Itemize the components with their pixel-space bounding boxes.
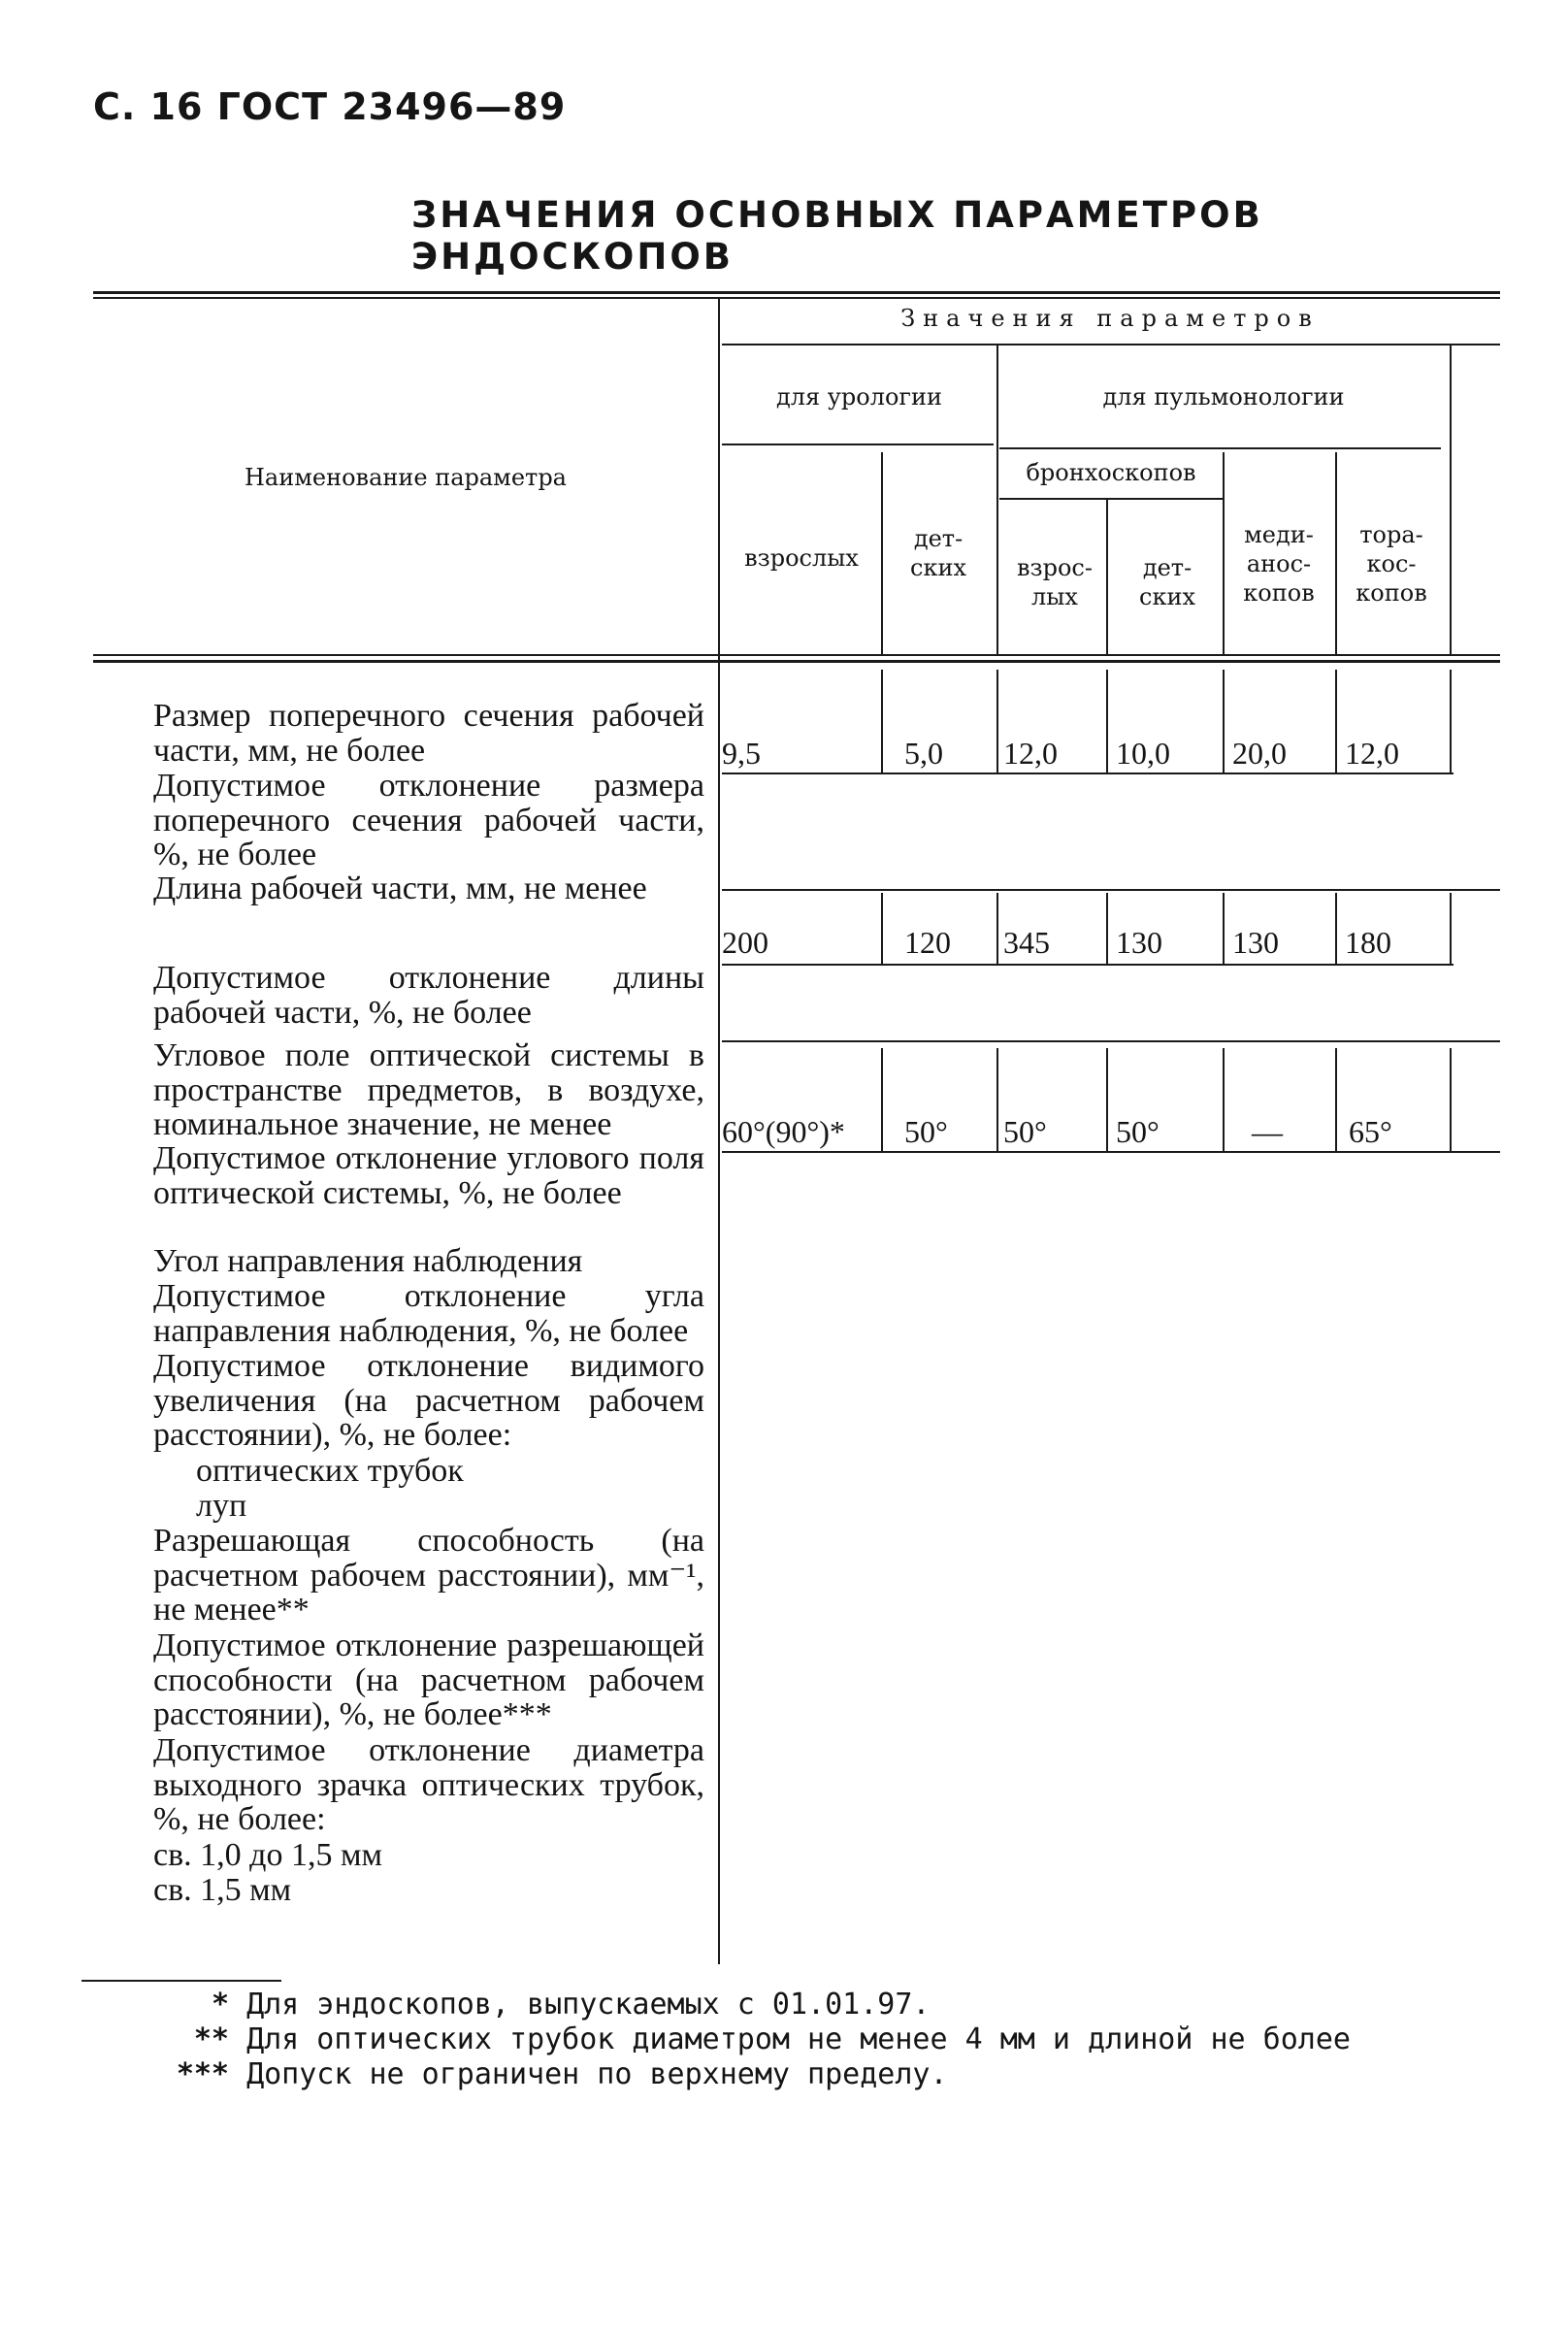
table-cell: 130 xyxy=(1232,925,1279,960)
footnote xyxy=(155,2022,1351,2057)
table-cell: 50° xyxy=(1003,1114,1047,1149)
table-cell: 12,0 xyxy=(1003,736,1058,771)
values-header: Значения параметров xyxy=(900,305,1320,332)
table-cell: 50° xyxy=(1116,1114,1160,1149)
footnote-text: Допуск не ограничен по верхнему пределу. xyxy=(246,2057,948,2091)
column-header-uro-child: дет-ских xyxy=(910,525,966,581)
table-cell: 345 xyxy=(1003,925,1050,960)
page-title: ЗНАЧЕНИЯ ОСНОВНЫХ ПАРАМЕТРОВ ЭНДОСКОПОВ xyxy=(411,194,1263,278)
row-label-over-1-5-mm: св. 1,5 мм xyxy=(153,1872,292,1908)
table-cell: 130 xyxy=(1116,925,1162,960)
row-label-loupes: луп xyxy=(196,1488,247,1524)
table-cell: 9,5 xyxy=(722,736,761,771)
footnote xyxy=(155,2057,1351,2092)
table-cell: 200 xyxy=(722,925,768,960)
column-header-thoracoscopes: тора-кос-копов xyxy=(1356,521,1427,607)
table-cell: 10,0 xyxy=(1116,736,1170,771)
row-label-working-length: Длина рабочей части, мм, не менее xyxy=(153,871,647,906)
row-label-view-direction: Угол направления наблюдения xyxy=(153,1243,583,1279)
table-cell: 65° xyxy=(1349,1114,1392,1149)
row-label-working-length-deviation: Допустимое отклонение длины рабочей части, %, не более xyxy=(153,960,704,1031)
row-label-magnification-deviation: Допустимое отклонение видимого увеличения (на расчетном рабочем расстоянии), %, не более: xyxy=(153,1348,704,1454)
footnote xyxy=(155,1988,1351,2022)
pulmonology-header: для пульмонологии xyxy=(1102,383,1345,411)
param-name-header: Наименование параметра xyxy=(245,464,567,491)
row-label-angular-field: Угловое поле оптической системы в пространстве предметов, в воздухе, номинальное значение, не менее xyxy=(153,1037,704,1143)
footnote-mark: ** xyxy=(193,2022,229,2056)
table-cell: 12,0 xyxy=(1345,736,1399,771)
row-labels xyxy=(118,699,704,1908)
table-cell: 120 xyxy=(904,925,951,960)
row-label-cross-section-size: Размер поперечного сечения рабочей части, мм, не более xyxy=(153,698,704,769)
table-cell: 50° xyxy=(904,1114,948,1149)
table-cell: 20,0 xyxy=(1232,736,1287,771)
column-header-uro-adult: взрослых xyxy=(744,544,859,572)
footnote-mark: * xyxy=(211,1988,229,2022)
row-label-optical-tubes: оптических трубок xyxy=(196,1453,464,1489)
column-header-mediastinoscopes: меди-анос-копов xyxy=(1243,521,1315,607)
row-label-exit-pupil-deviation: Допустимое отклонение диаметра выходного зрачка оптических трубок, %, не более: xyxy=(153,1732,704,1838)
table-cell: — xyxy=(1252,1114,1283,1149)
bronchoscopes-header: бронхоскопов xyxy=(1026,459,1196,486)
urology-header: для урологии xyxy=(776,383,942,411)
column-header-bronch-adult: взрос-лых xyxy=(1017,554,1093,610)
footnote-text: Для эндоскопов, выпускаемых с 01.01.97. xyxy=(246,1988,931,2022)
row-label-resolution: Разрешающая способность (на расчетном рабочем расстоянии), мм⁻¹, не менее** xyxy=(153,1523,704,1628)
footnote-text: Для оптических трубок диаметром не менее 4 мм и длиной не более xyxy=(246,2022,1351,2056)
table-cell: 60°(90°)* xyxy=(722,1114,845,1149)
row-label-angular-field-deviation: Допустимое отклонение углового поля оптической системы, %, не более xyxy=(153,1140,704,1211)
footnote-mark: *** xyxy=(176,2057,229,2091)
row-label-cross-section-deviation: Допустимое отклонение размера поперечного сечения рабочей части, %, не более xyxy=(153,768,704,873)
column-header-bronch-child: дет-ских xyxy=(1139,554,1195,610)
footnotes xyxy=(155,1988,1351,2092)
row-label-resolution-deviation: Допустимое отклонение разрешающей способности (на расчетном рабочем расстоянии), %, не более*** xyxy=(153,1627,704,1733)
table-cell: 180 xyxy=(1345,925,1391,960)
page-header: С. 16 ГОСТ 23496—89 xyxy=(93,85,567,128)
table-cell: 5,0 xyxy=(904,736,943,771)
row-label-view-direction-deviation: Допустимое отклонение угла направления наблюдения, %, не более xyxy=(153,1278,704,1349)
row-label-over-1-0-to-1-5-mm: св. 1,0 до 1,5 мм xyxy=(153,1837,382,1873)
